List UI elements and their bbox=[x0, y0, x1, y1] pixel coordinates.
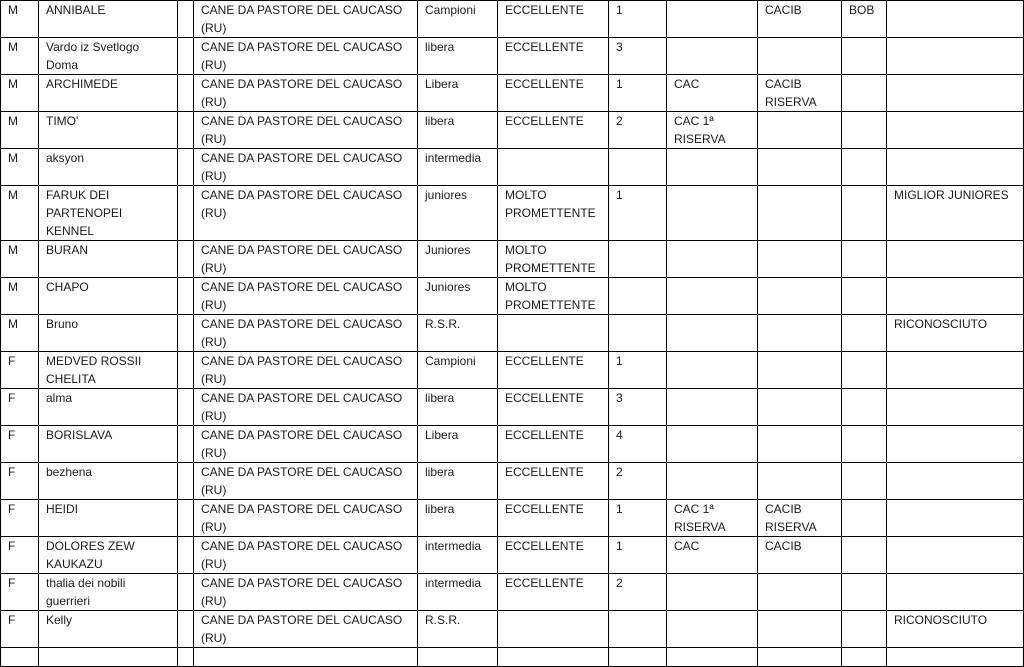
dog-name-cell: Kelly bbox=[39, 611, 178, 648]
separator-cell bbox=[178, 537, 194, 574]
cacib-cell bbox=[758, 38, 842, 75]
grade-cell bbox=[498, 149, 609, 186]
bob-cell bbox=[842, 574, 887, 611]
empty-cell bbox=[1, 648, 39, 667]
sex-cell: M bbox=[1, 112, 39, 149]
note-cell: RICONOSCIUTO bbox=[887, 611, 1024, 648]
rank-cell: 2 bbox=[609, 112, 667, 149]
cacib-cell bbox=[758, 574, 842, 611]
sex-cell: M bbox=[1, 1, 39, 38]
table-row bbox=[1, 278, 1024, 315]
dog-name-cell: HEIDI bbox=[39, 500, 178, 537]
grade-cell: MOLTO PROMETTENTE bbox=[498, 278, 609, 315]
note-cell bbox=[887, 574, 1024, 611]
separator-cell bbox=[178, 611, 194, 648]
grade-cell: MOLTO PROMETTENTE bbox=[498, 241, 609, 278]
cac-cell bbox=[667, 352, 758, 389]
cacib-cell bbox=[758, 186, 842, 241]
dog-name-cell: alma bbox=[39, 389, 178, 426]
separator-cell bbox=[178, 315, 194, 352]
separator-cell bbox=[178, 75, 194, 112]
bob-cell bbox=[842, 352, 887, 389]
grade-cell: MOLTO PROMETTENTE bbox=[498, 186, 609, 241]
grade-cell: ECCELLENTE bbox=[498, 75, 609, 112]
breed-cell: CANE DA PASTORE DEL CAUCASO (RU) bbox=[194, 278, 418, 315]
separator-cell bbox=[178, 112, 194, 149]
bob-cell bbox=[842, 75, 887, 112]
class-cell: Libera bbox=[418, 426, 498, 463]
cacib-cell bbox=[758, 278, 842, 315]
breed-cell: CANE DA PASTORE DEL CAUCASO (RU) bbox=[194, 1, 418, 38]
cacib-cell bbox=[758, 149, 842, 186]
breed-cell: CANE DA PASTORE DEL CAUCASO (RU) bbox=[194, 352, 418, 389]
cac-cell bbox=[667, 38, 758, 75]
table-row bbox=[1, 315, 1024, 352]
class-cell: intermedia bbox=[418, 149, 498, 186]
grade-cell: ECCELLENTE bbox=[498, 463, 609, 500]
class-cell: Campioni bbox=[418, 1, 498, 38]
class-cell: Juniores bbox=[418, 241, 498, 278]
note-cell bbox=[887, 149, 1024, 186]
class-cell: Libera bbox=[418, 75, 498, 112]
table-row bbox=[1, 149, 1024, 186]
rank-cell bbox=[609, 611, 667, 648]
class-cell: intermedia bbox=[418, 537, 498, 574]
cac-cell bbox=[667, 315, 758, 352]
empty-cell bbox=[758, 648, 842, 667]
table-row bbox=[1, 352, 1024, 389]
grade-cell: ECCELLENTE bbox=[498, 426, 609, 463]
sex-cell: F bbox=[1, 574, 39, 611]
dog-name-cell: BURAN bbox=[39, 241, 178, 278]
dog-name-cell: BORISLAVA bbox=[39, 426, 178, 463]
dog-name-cell: ANNIBALE bbox=[39, 1, 178, 38]
grade-cell: ECCELLENTE bbox=[498, 352, 609, 389]
rank-cell: 1 bbox=[609, 352, 667, 389]
cacib-cell: CACIB bbox=[758, 537, 842, 574]
bob-cell: BOB bbox=[842, 1, 887, 38]
table-row bbox=[1, 241, 1024, 278]
breed-cell: CANE DA PASTORE DEL CAUCASO (RU) bbox=[194, 611, 418, 648]
cac-cell: CAC bbox=[667, 537, 758, 574]
note-cell bbox=[887, 278, 1024, 315]
bob-cell bbox=[842, 389, 887, 426]
note-cell bbox=[887, 38, 1024, 75]
separator-cell bbox=[178, 38, 194, 75]
bob-cell bbox=[842, 38, 887, 75]
sex-cell: F bbox=[1, 463, 39, 500]
bob-cell bbox=[842, 537, 887, 574]
class-cell: Campioni bbox=[418, 352, 498, 389]
table-row bbox=[1, 426, 1024, 463]
class-cell: libera bbox=[418, 38, 498, 75]
grade-cell: ECCELLENTE bbox=[498, 112, 609, 149]
dog-name-cell: FARUK DEI PARTENOPEI KENNEL bbox=[39, 186, 178, 241]
table-row bbox=[1, 537, 1024, 574]
bob-cell bbox=[842, 278, 887, 315]
class-cell: libera bbox=[418, 500, 498, 537]
note-cell bbox=[887, 241, 1024, 278]
grade-cell: ECCELLENTE bbox=[498, 500, 609, 537]
separator-cell bbox=[178, 352, 194, 389]
separator-cell bbox=[178, 574, 194, 611]
bob-cell bbox=[842, 500, 887, 537]
breed-cell: CANE DA PASTORE DEL CAUCASO (RU) bbox=[194, 315, 418, 352]
breed-cell: CANE DA PASTORE DEL CAUCASO (RU) bbox=[194, 186, 418, 241]
sex-cell: F bbox=[1, 537, 39, 574]
cacib-cell bbox=[758, 463, 842, 500]
cac-cell bbox=[667, 149, 758, 186]
bob-cell bbox=[842, 315, 887, 352]
cac-cell bbox=[667, 574, 758, 611]
note-cell bbox=[887, 426, 1024, 463]
note-cell bbox=[887, 500, 1024, 537]
breed-cell: CANE DA PASTORE DEL CAUCASO (RU) bbox=[194, 389, 418, 426]
cacib-cell bbox=[758, 241, 842, 278]
cac-cell bbox=[667, 278, 758, 315]
breed-cell: CANE DA PASTORE DEL CAUCASO (RU) bbox=[194, 149, 418, 186]
breed-cell: CANE DA PASTORE DEL CAUCASO (RU) bbox=[194, 500, 418, 537]
rank-cell bbox=[609, 241, 667, 278]
cacib-cell bbox=[758, 315, 842, 352]
table-row bbox=[1, 38, 1024, 75]
bob-cell bbox=[842, 149, 887, 186]
separator-cell bbox=[178, 278, 194, 315]
class-cell: libera bbox=[418, 463, 498, 500]
note-cell bbox=[887, 112, 1024, 149]
rank-cell: 1 bbox=[609, 537, 667, 574]
sex-cell: M bbox=[1, 149, 39, 186]
rank-cell: 2 bbox=[609, 574, 667, 611]
dog-name-cell: ARCHIMEDE bbox=[39, 75, 178, 112]
sex-cell: F bbox=[1, 426, 39, 463]
cac-cell: CAC bbox=[667, 75, 758, 112]
cacib-cell bbox=[758, 426, 842, 463]
note-cell: MIGLIOR JUNIORES bbox=[887, 186, 1024, 241]
grade-cell: ECCELLENTE bbox=[498, 537, 609, 574]
rank-cell bbox=[609, 315, 667, 352]
table-row bbox=[1, 75, 1024, 112]
results-body bbox=[1, 1, 1024, 667]
bob-cell bbox=[842, 186, 887, 241]
cac-cell bbox=[667, 1, 758, 38]
cac-cell bbox=[667, 241, 758, 278]
separator-cell bbox=[178, 463, 194, 500]
note-cell bbox=[887, 75, 1024, 112]
note-cell bbox=[887, 1, 1024, 38]
dog-name-cell: CHAPO bbox=[39, 278, 178, 315]
breed-cell: CANE DA PASTORE DEL CAUCASO (RU) bbox=[194, 75, 418, 112]
grade-cell: ECCELLENTE bbox=[498, 574, 609, 611]
separator-cell bbox=[178, 241, 194, 278]
note-cell bbox=[887, 389, 1024, 426]
separator-cell bbox=[178, 426, 194, 463]
grade-cell bbox=[498, 611, 609, 648]
cac-cell bbox=[667, 186, 758, 241]
empty-cell bbox=[887, 648, 1024, 667]
cacib-cell: CACIB RISERVA bbox=[758, 75, 842, 112]
rank-cell: 4 bbox=[609, 426, 667, 463]
dog-name-cell: bezhena bbox=[39, 463, 178, 500]
empty-cell bbox=[178, 648, 194, 667]
breed-cell: CANE DA PASTORE DEL CAUCASO (RU) bbox=[194, 241, 418, 278]
grade-cell: ECCELLENTE bbox=[498, 38, 609, 75]
rank-cell: 1 bbox=[609, 75, 667, 112]
cac-cell bbox=[667, 463, 758, 500]
bob-cell bbox=[842, 611, 887, 648]
class-cell: juniores bbox=[418, 186, 498, 241]
breed-cell: CANE DA PASTORE DEL CAUCASO (RU) bbox=[194, 426, 418, 463]
cac-cell: CAC 1ª RISERVA bbox=[667, 500, 758, 537]
bob-cell bbox=[842, 426, 887, 463]
table-row bbox=[1, 500, 1024, 537]
empty-cell bbox=[418, 648, 498, 667]
cacib-cell: CACIB bbox=[758, 1, 842, 38]
grade-cell bbox=[498, 315, 609, 352]
class-cell: R.S.R. bbox=[418, 315, 498, 352]
dog-name-cell: Bruno bbox=[39, 315, 178, 352]
breed-cell: CANE DA PASTORE DEL CAUCASO (RU) bbox=[194, 537, 418, 574]
note-cell: RICONOSCIUTO bbox=[887, 315, 1024, 352]
rank-cell: 2 bbox=[609, 463, 667, 500]
cacib-cell bbox=[758, 352, 842, 389]
bob-cell bbox=[842, 241, 887, 278]
dog-name-cell: Vardo iz Svetlogo Doma bbox=[39, 38, 178, 75]
rank-cell bbox=[609, 149, 667, 186]
cacib-cell bbox=[758, 611, 842, 648]
bob-cell bbox=[842, 112, 887, 149]
class-cell: libera bbox=[418, 112, 498, 149]
sex-cell: F bbox=[1, 389, 39, 426]
note-cell bbox=[887, 352, 1024, 389]
dog-name-cell: thalia dei nobili guerrieri bbox=[39, 574, 178, 611]
sex-cell: M bbox=[1, 38, 39, 75]
table-row bbox=[1, 463, 1024, 500]
empty-cell bbox=[39, 648, 178, 667]
note-cell bbox=[887, 537, 1024, 574]
dog-name-cell: TIMO' bbox=[39, 112, 178, 149]
breed-cell: CANE DA PASTORE DEL CAUCASO (RU) bbox=[194, 574, 418, 611]
empty-cell bbox=[194, 648, 418, 667]
breed-cell: CANE DA PASTORE DEL CAUCASO (RU) bbox=[194, 38, 418, 75]
rank-cell: 1 bbox=[609, 186, 667, 241]
rank-cell: 3 bbox=[609, 389, 667, 426]
note-cell bbox=[887, 463, 1024, 500]
separator-cell bbox=[178, 149, 194, 186]
table-row bbox=[1, 389, 1024, 426]
cac-cell bbox=[667, 611, 758, 648]
dog-name-cell: DOLORES ZEW KAUKAZU bbox=[39, 537, 178, 574]
cacib-cell bbox=[758, 389, 842, 426]
sex-cell: M bbox=[1, 75, 39, 112]
table-row bbox=[1, 1, 1024, 38]
sex-cell: F bbox=[1, 352, 39, 389]
sex-cell: M bbox=[1, 278, 39, 315]
sex-cell: M bbox=[1, 186, 39, 241]
bob-cell bbox=[842, 463, 887, 500]
rank-cell: 3 bbox=[609, 38, 667, 75]
rank-cell bbox=[609, 278, 667, 315]
cacib-cell: CACIB RISERVA bbox=[758, 500, 842, 537]
empty-cell bbox=[609, 648, 667, 667]
dog-name-cell: MEDVED ROSSII CHELITA bbox=[39, 352, 178, 389]
empty-row bbox=[1, 648, 1024, 667]
table-row bbox=[1, 186, 1024, 241]
sex-cell: F bbox=[1, 611, 39, 648]
sex-cell: F bbox=[1, 500, 39, 537]
grade-cell: ECCELLENTE bbox=[498, 389, 609, 426]
separator-cell bbox=[178, 500, 194, 537]
class-cell: R.S.R. bbox=[418, 611, 498, 648]
separator-cell bbox=[178, 1, 194, 38]
table-row bbox=[1, 112, 1024, 149]
grade-cell: ECCELLENTE bbox=[498, 1, 609, 38]
empty-cell bbox=[667, 648, 758, 667]
table-row bbox=[1, 611, 1024, 648]
rank-cell: 1 bbox=[609, 1, 667, 38]
rank-cell: 1 bbox=[609, 500, 667, 537]
breed-cell: CANE DA PASTORE DEL CAUCASO (RU) bbox=[194, 112, 418, 149]
class-cell: Juniores bbox=[418, 278, 498, 315]
class-cell: intermedia bbox=[418, 574, 498, 611]
breed-cell: CANE DA PASTORE DEL CAUCASO (RU) bbox=[194, 463, 418, 500]
cac-cell bbox=[667, 389, 758, 426]
sex-cell: M bbox=[1, 241, 39, 278]
table-row bbox=[1, 574, 1024, 611]
separator-cell bbox=[178, 389, 194, 426]
separator-cell bbox=[178, 186, 194, 241]
empty-cell bbox=[498, 648, 609, 667]
dog-name-cell: aksyon bbox=[39, 149, 178, 186]
cac-cell bbox=[667, 426, 758, 463]
sex-cell: M bbox=[1, 315, 39, 352]
cac-cell: CAC 1ª RISERVA bbox=[667, 112, 758, 149]
class-cell: libera bbox=[418, 389, 498, 426]
cacib-cell bbox=[758, 112, 842, 149]
empty-cell bbox=[842, 648, 887, 667]
